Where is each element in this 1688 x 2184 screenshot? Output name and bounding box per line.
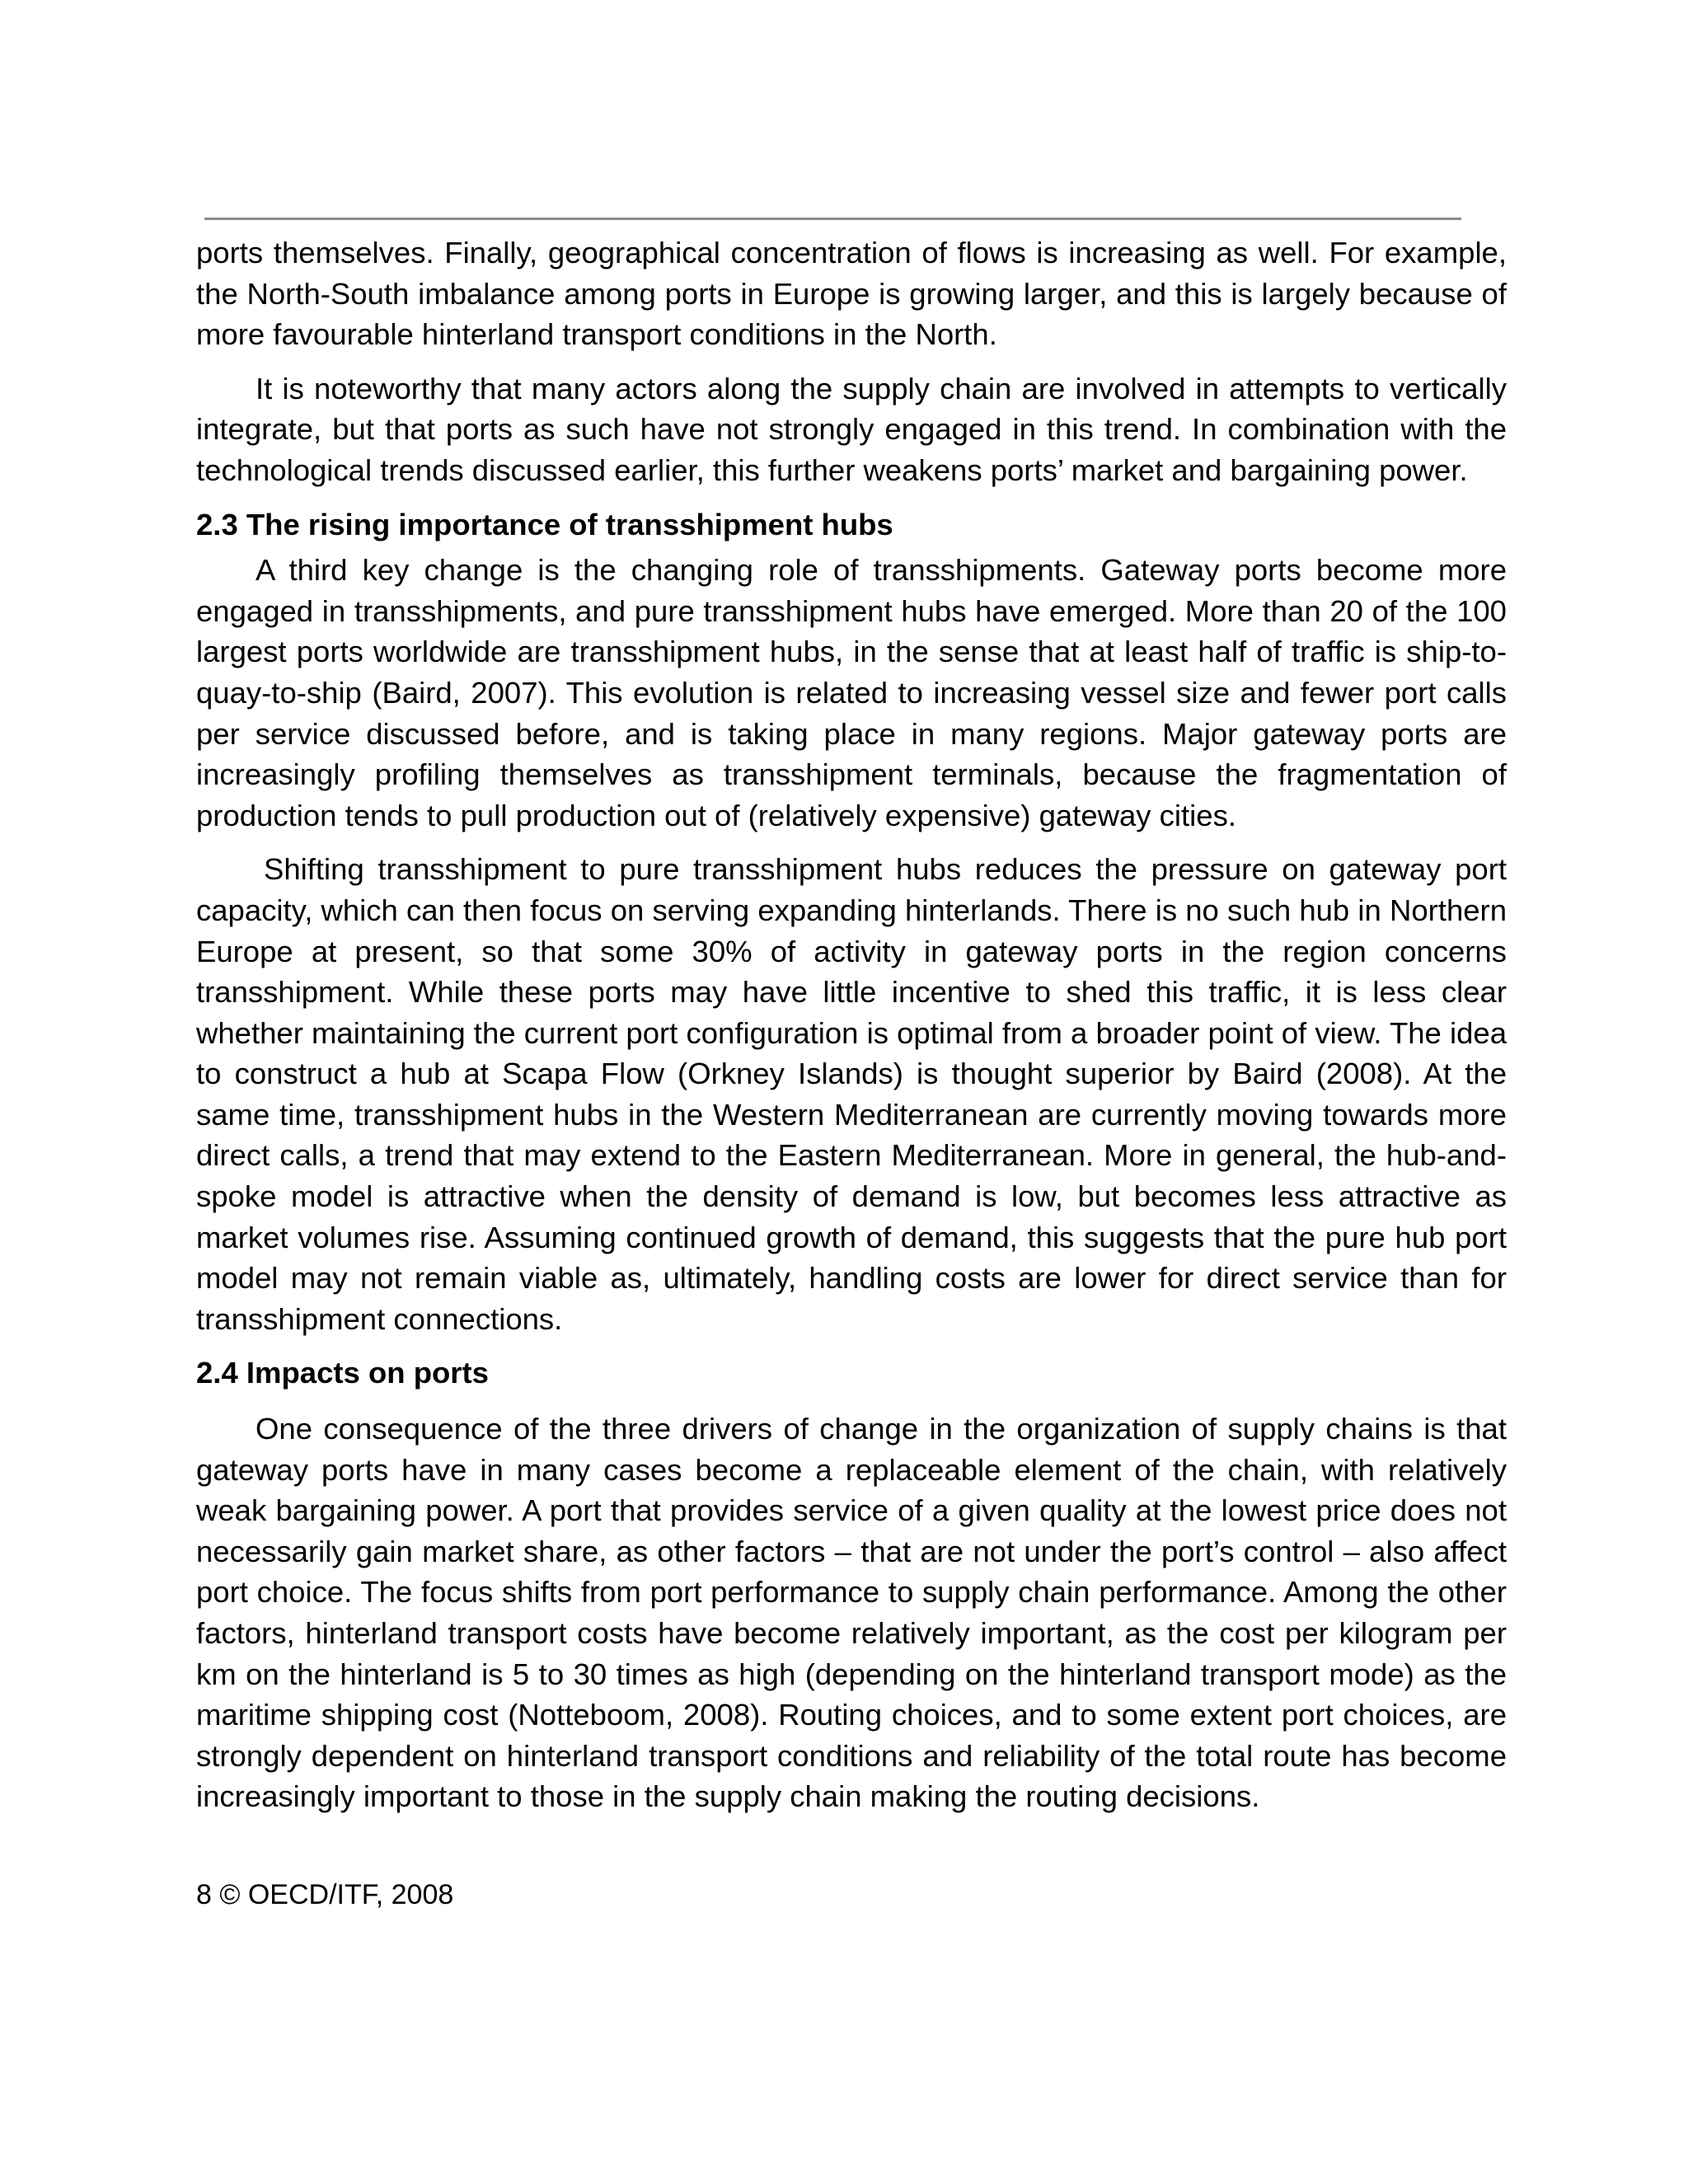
section-heading-2-3: 2.3 The rising importance of transshipment hubs (196, 507, 893, 541)
paragraph-gap (196, 836, 1507, 849)
paragraph-gap (196, 1339, 1507, 1352)
paragraph-continuation: ports themselves. Finally, geographical concentration of flows is increasing as well. For example, the North-South imbalance among ports in Europe is growing larger, and this is largely because of more favourable hinterland transport conditions in the North. (196, 236, 1507, 352)
paragraph-gap (196, 491, 1507, 504)
header-rule (204, 218, 1461, 220)
section-heading-2-4: 2.4 Impacts on ports (196, 1356, 489, 1390)
paragraph-gap (196, 355, 1507, 368)
page-body (196, 232, 1507, 1817)
paragraph-impacts-on-ports: One consequence of the three drivers of change in the organization of supply chains is that gateway ports have in many cases become a replaceable element of the chain, with relatively weak bargaining power. A port that provides service of a given quality at the lowest price does not necessarily gain market share, as other factors – that are not under the port’s control – also affect port choice. The focus shifts from port performance to supply chain performance. Among the other factors, hinterland transport costs have become relatively important, as the cost per kilogram per km on the hinterland is 5 to 30 times as high (depending on the hinterland transport mode) as the maritime shipping cost (Notteboom, 2008). Routing choices, and to some extent port choices, are strongly dependent on hinterland transport conditions and reliability of the total route has become increasingly important to those in the supply chain making the routing decisions. (196, 1412, 1507, 1814)
paragraph-vertical-integration: It is noteworthy that many actors along the supply chain are involved in attempts to vertically integrate, but that ports as such have not strongly engaged in this trend. In combination with the technological trends discussed earlier, this further weakens ports’ market and bargaining power. (196, 371, 1507, 487)
paragraph-transshipment-hubs: Shifting transshipment to pure transshipment hubs reduces the pressure on gateway port capacity, which can then focus on serving expanding hinterlands. There is no such hub in Northern Europe at present, so that some 30% of activity in gateway ports in the region concerns transshipment. While these ports may have little incentive to shed this traffic, it is less clear whether maintaining the current port configuration is optimal from a broader point of view. The idea to construct a hub at Scapa Flow (Orkney Islands) is thought superior by Baird (2008). At the same time, transshipment hubs in the Western Mediterranean are currently moving towards more direct calls, a trend that may extend to the Eastern Mediterranean. More in general, the hub-and-spoke model is attractive when the density of demand is low, but becomes less attractive as market volumes rise. Assuming continued growth of demand, this suggests that the pure hub port model may not remain viable as, ultimately, handling costs are lower for direct service than for transshipment connections. (196, 852, 1507, 1336)
heading-gap (196, 1394, 1507, 1408)
page-footer: 8 © OECD/ITF, 2008 (196, 1879, 454, 1910)
paragraph-transshipment-role: A third key change is the changing role of transshipments. Gateway ports become more engaged in transshipments, and pure transshipment hubs have emerged. More than 20 of the 100 largest ports worldwide are transshipment hubs, in the sense that at least half of traffic is ship-to-quay-to-ship (Baird, 2007). This evolution is related to increasing vessel size and fewer port calls per service discussed before, and is taking place in many regions. Major gateway ports are increasingly profiling themselves as transshipment terminals, because the fragmentation of production tends to pull production out of (relatively expensive) gateway cities. (196, 553, 1507, 832)
